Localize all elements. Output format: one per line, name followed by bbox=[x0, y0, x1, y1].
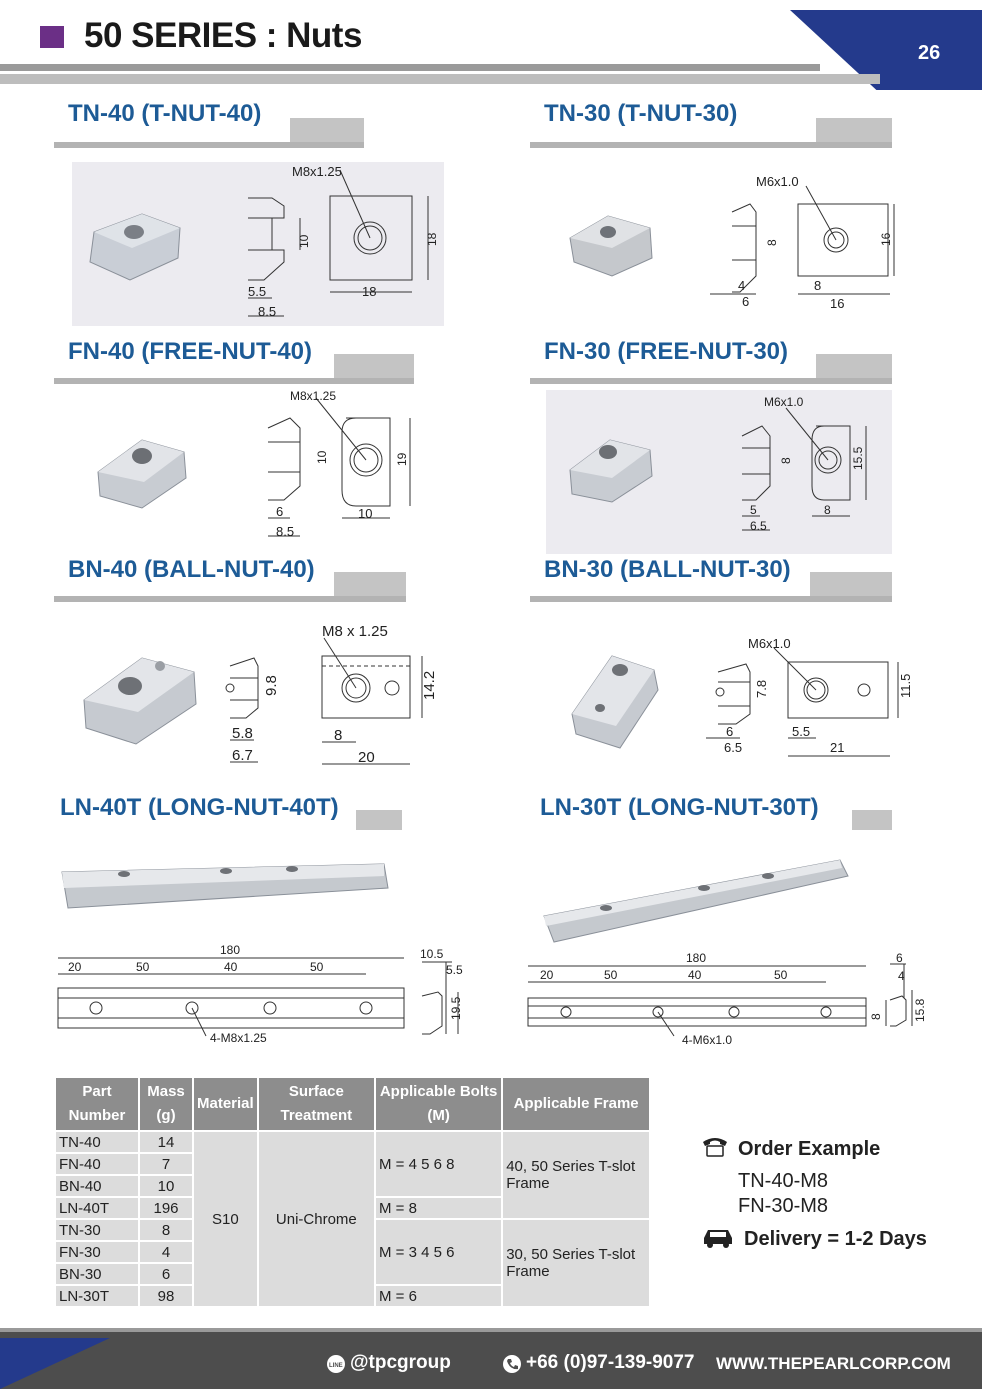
col-material: Material bbox=[193, 1077, 258, 1131]
svg-text:4-M6x1.0: 4-M6x1.0 bbox=[682, 1033, 733, 1047]
svg-text:5.5: 5.5 bbox=[446, 963, 463, 977]
bn40-drawing bbox=[72, 614, 452, 774]
svg-text:8: 8 bbox=[334, 727, 343, 744]
svg-text:6: 6 bbox=[276, 504, 284, 519]
svg-text:6: 6 bbox=[742, 294, 750, 309]
svg-text:8.5: 8.5 bbox=[276, 524, 295, 539]
svg-text:7.8: 7.8 bbox=[754, 679, 769, 698]
svg-text:40: 40 bbox=[224, 960, 238, 974]
col-frame: Applicable Frame bbox=[502, 1077, 650, 1131]
section-title: FN-30 (FREE-NUT-30) bbox=[544, 338, 789, 365]
tn30-drawing bbox=[560, 166, 900, 316]
svg-text:15.5: 15.5 bbox=[851, 446, 865, 470]
svg-text:5: 5 bbox=[750, 503, 757, 517]
svg-text:8: 8 bbox=[765, 239, 779, 246]
fn30-drawing bbox=[546, 390, 892, 554]
svg-text:14.2: 14.2 bbox=[421, 670, 438, 700]
svg-text:50: 50 bbox=[774, 968, 788, 982]
telephone-icon bbox=[700, 1134, 730, 1158]
svg-text:5.8: 5.8 bbox=[232, 725, 253, 742]
table-row: LN-30T 98 M = 6 bbox=[55, 1285, 650, 1307]
footer-phone[interactable]: +66 (0)97-139-9077 bbox=[526, 1352, 695, 1373]
svg-text:6.5: 6.5 bbox=[750, 519, 767, 533]
svg-text:4: 4 bbox=[898, 969, 905, 983]
nut-photo bbox=[84, 658, 196, 744]
svg-text:180: 180 bbox=[220, 943, 241, 957]
svg-text:10.5: 10.5 bbox=[420, 947, 444, 961]
footer-social[interactable]: @tpcgroup bbox=[350, 1352, 451, 1373]
svg-text:LINE: LINE bbox=[329, 1363, 343, 1369]
section-title: BN-30 (BALL-NUT-30) bbox=[544, 556, 791, 583]
table-row: TN-30 8 M = 3 4 5 6 30, 50 Series T-slot Frame bbox=[55, 1219, 650, 1241]
col-bolts: Applicable Bolts (M) bbox=[375, 1077, 502, 1131]
svg-text:20: 20 bbox=[540, 968, 554, 982]
header-rule bbox=[0, 64, 820, 71]
svg-text:18: 18 bbox=[425, 232, 439, 246]
phone-icon bbox=[502, 1354, 522, 1374]
section-title: TN-40 (T-NUT-40) bbox=[68, 100, 262, 127]
page-number: 26 bbox=[918, 42, 941, 64]
svg-text:M8x1.25: M8x1.25 bbox=[290, 389, 337, 403]
svg-text:6: 6 bbox=[896, 951, 903, 965]
svg-text:10: 10 bbox=[358, 506, 373, 521]
svg-text:6.7: 6.7 bbox=[232, 747, 253, 764]
table-header-row bbox=[55, 1077, 650, 1131]
svg-text:10: 10 bbox=[297, 234, 311, 248]
ln40t-drawing bbox=[54, 850, 474, 1050]
svg-text:16: 16 bbox=[879, 232, 893, 246]
order-example-1: TN-40-M8 bbox=[738, 1170, 829, 1192]
svg-text:20: 20 bbox=[358, 749, 375, 766]
header-rule-2 bbox=[0, 74, 880, 84]
svg-text:10: 10 bbox=[315, 450, 329, 464]
svg-text:50: 50 bbox=[136, 960, 150, 974]
svg-text:4-M8x1.25: 4-M8x1.25 bbox=[210, 1031, 267, 1045]
title-square-icon bbox=[40, 26, 64, 48]
svg-text:M8 x 1.25: M8 x 1.25 bbox=[322, 623, 388, 640]
svg-text:18: 18 bbox=[362, 284, 377, 299]
svg-text:19: 19 bbox=[395, 452, 409, 466]
svg-text:5.5: 5.5 bbox=[248, 284, 267, 299]
svg-text:6: 6 bbox=[726, 724, 734, 739]
svg-text:20: 20 bbox=[68, 960, 82, 974]
section-title: LN-40T (LONG-NUT-40T) bbox=[60, 794, 339, 821]
svg-text:8: 8 bbox=[814, 278, 822, 293]
svg-text:M6x1.0: M6x1.0 bbox=[756, 174, 799, 189]
svg-text:40: 40 bbox=[688, 968, 702, 982]
surface-cell: Uni-Chrome bbox=[258, 1131, 375, 1307]
svg-text:M6x1.0: M6x1.0 bbox=[764, 395, 804, 409]
svg-text:6.5: 6.5 bbox=[724, 740, 743, 755]
svg-text:19.5: 19.5 bbox=[449, 996, 463, 1020]
delivery-info: Delivery = 1-2 Days bbox=[744, 1228, 927, 1250]
fn40-drawing bbox=[84, 386, 424, 546]
svg-text:15.8: 15.8 bbox=[913, 998, 927, 1022]
svg-text:M6x1.0: M6x1.0 bbox=[748, 636, 791, 651]
svg-text:M8x1.25: M8x1.25 bbox=[292, 164, 342, 179]
ln30t-drawing bbox=[524, 850, 944, 1050]
svg-text:16: 16 bbox=[830, 296, 845, 311]
order-example-title: Order Example bbox=[738, 1138, 881, 1160]
svg-text:50: 50 bbox=[604, 968, 618, 982]
footer-website[interactable]: WWW.THEPEARLCORP.COM bbox=[716, 1354, 951, 1373]
nut-photo bbox=[90, 214, 180, 280]
svg-text:8: 8 bbox=[779, 457, 793, 464]
material-cell: S10 bbox=[193, 1131, 258, 1307]
page-title: 50 SERIES : Nuts bbox=[84, 16, 362, 55]
spec-table bbox=[54, 1076, 651, 1308]
nut-photo bbox=[570, 216, 652, 276]
nut-photo bbox=[98, 440, 186, 508]
section-title: TN-30 (T-NUT-30) bbox=[544, 100, 738, 127]
svg-text:8: 8 bbox=[869, 1013, 883, 1020]
svg-text:21: 21 bbox=[830, 740, 845, 755]
svg-text:5.5: 5.5 bbox=[792, 724, 811, 739]
svg-text:180: 180 bbox=[686, 951, 707, 965]
col-surface: Surface Treatment bbox=[258, 1077, 375, 1131]
col-part-number: Part Number bbox=[55, 1077, 139, 1131]
nut-photo bbox=[572, 656, 658, 748]
svg-text:8.5: 8.5 bbox=[258, 304, 277, 319]
section-title: LN-30T (LONG-NUT-30T) bbox=[540, 794, 819, 821]
section-title: BN-40 (BALL-NUT-40) bbox=[68, 556, 315, 583]
tn40-drawing bbox=[72, 162, 444, 326]
svg-text:4: 4 bbox=[738, 278, 746, 293]
nut-photo bbox=[544, 860, 848, 942]
table-row: FN-30 4 bbox=[55, 1241, 650, 1263]
table-row: BN-40 10 bbox=[55, 1175, 650, 1197]
nut-photo bbox=[62, 864, 388, 908]
col-mass: Mass (g) bbox=[139, 1077, 193, 1131]
line-icon bbox=[326, 1354, 346, 1374]
order-example-2: FN-30-M8 bbox=[738, 1195, 829, 1217]
table-row: TN-40 14 S10 Uni-Chrome M = 4 5 6 8 40, 50 Series T-slot Frame bbox=[55, 1131, 650, 1153]
nut-photo bbox=[570, 440, 652, 502]
table-row: BN-30 6 bbox=[55, 1263, 650, 1285]
svg-text:50: 50 bbox=[310, 960, 324, 974]
svg-text:9.8: 9.8 bbox=[263, 675, 280, 696]
svg-text:11.5: 11.5 bbox=[898, 673, 913, 698]
section-title: FN-40 (FREE-NUT-40) bbox=[68, 338, 313, 365]
bn30-drawing bbox=[560, 630, 920, 764]
car-icon bbox=[702, 1226, 734, 1248]
table-row: LN-40T 196 M = 8 bbox=[55, 1197, 650, 1219]
svg-text:8: 8 bbox=[824, 503, 831, 517]
table-row: FN-40 7 bbox=[55, 1153, 650, 1175]
